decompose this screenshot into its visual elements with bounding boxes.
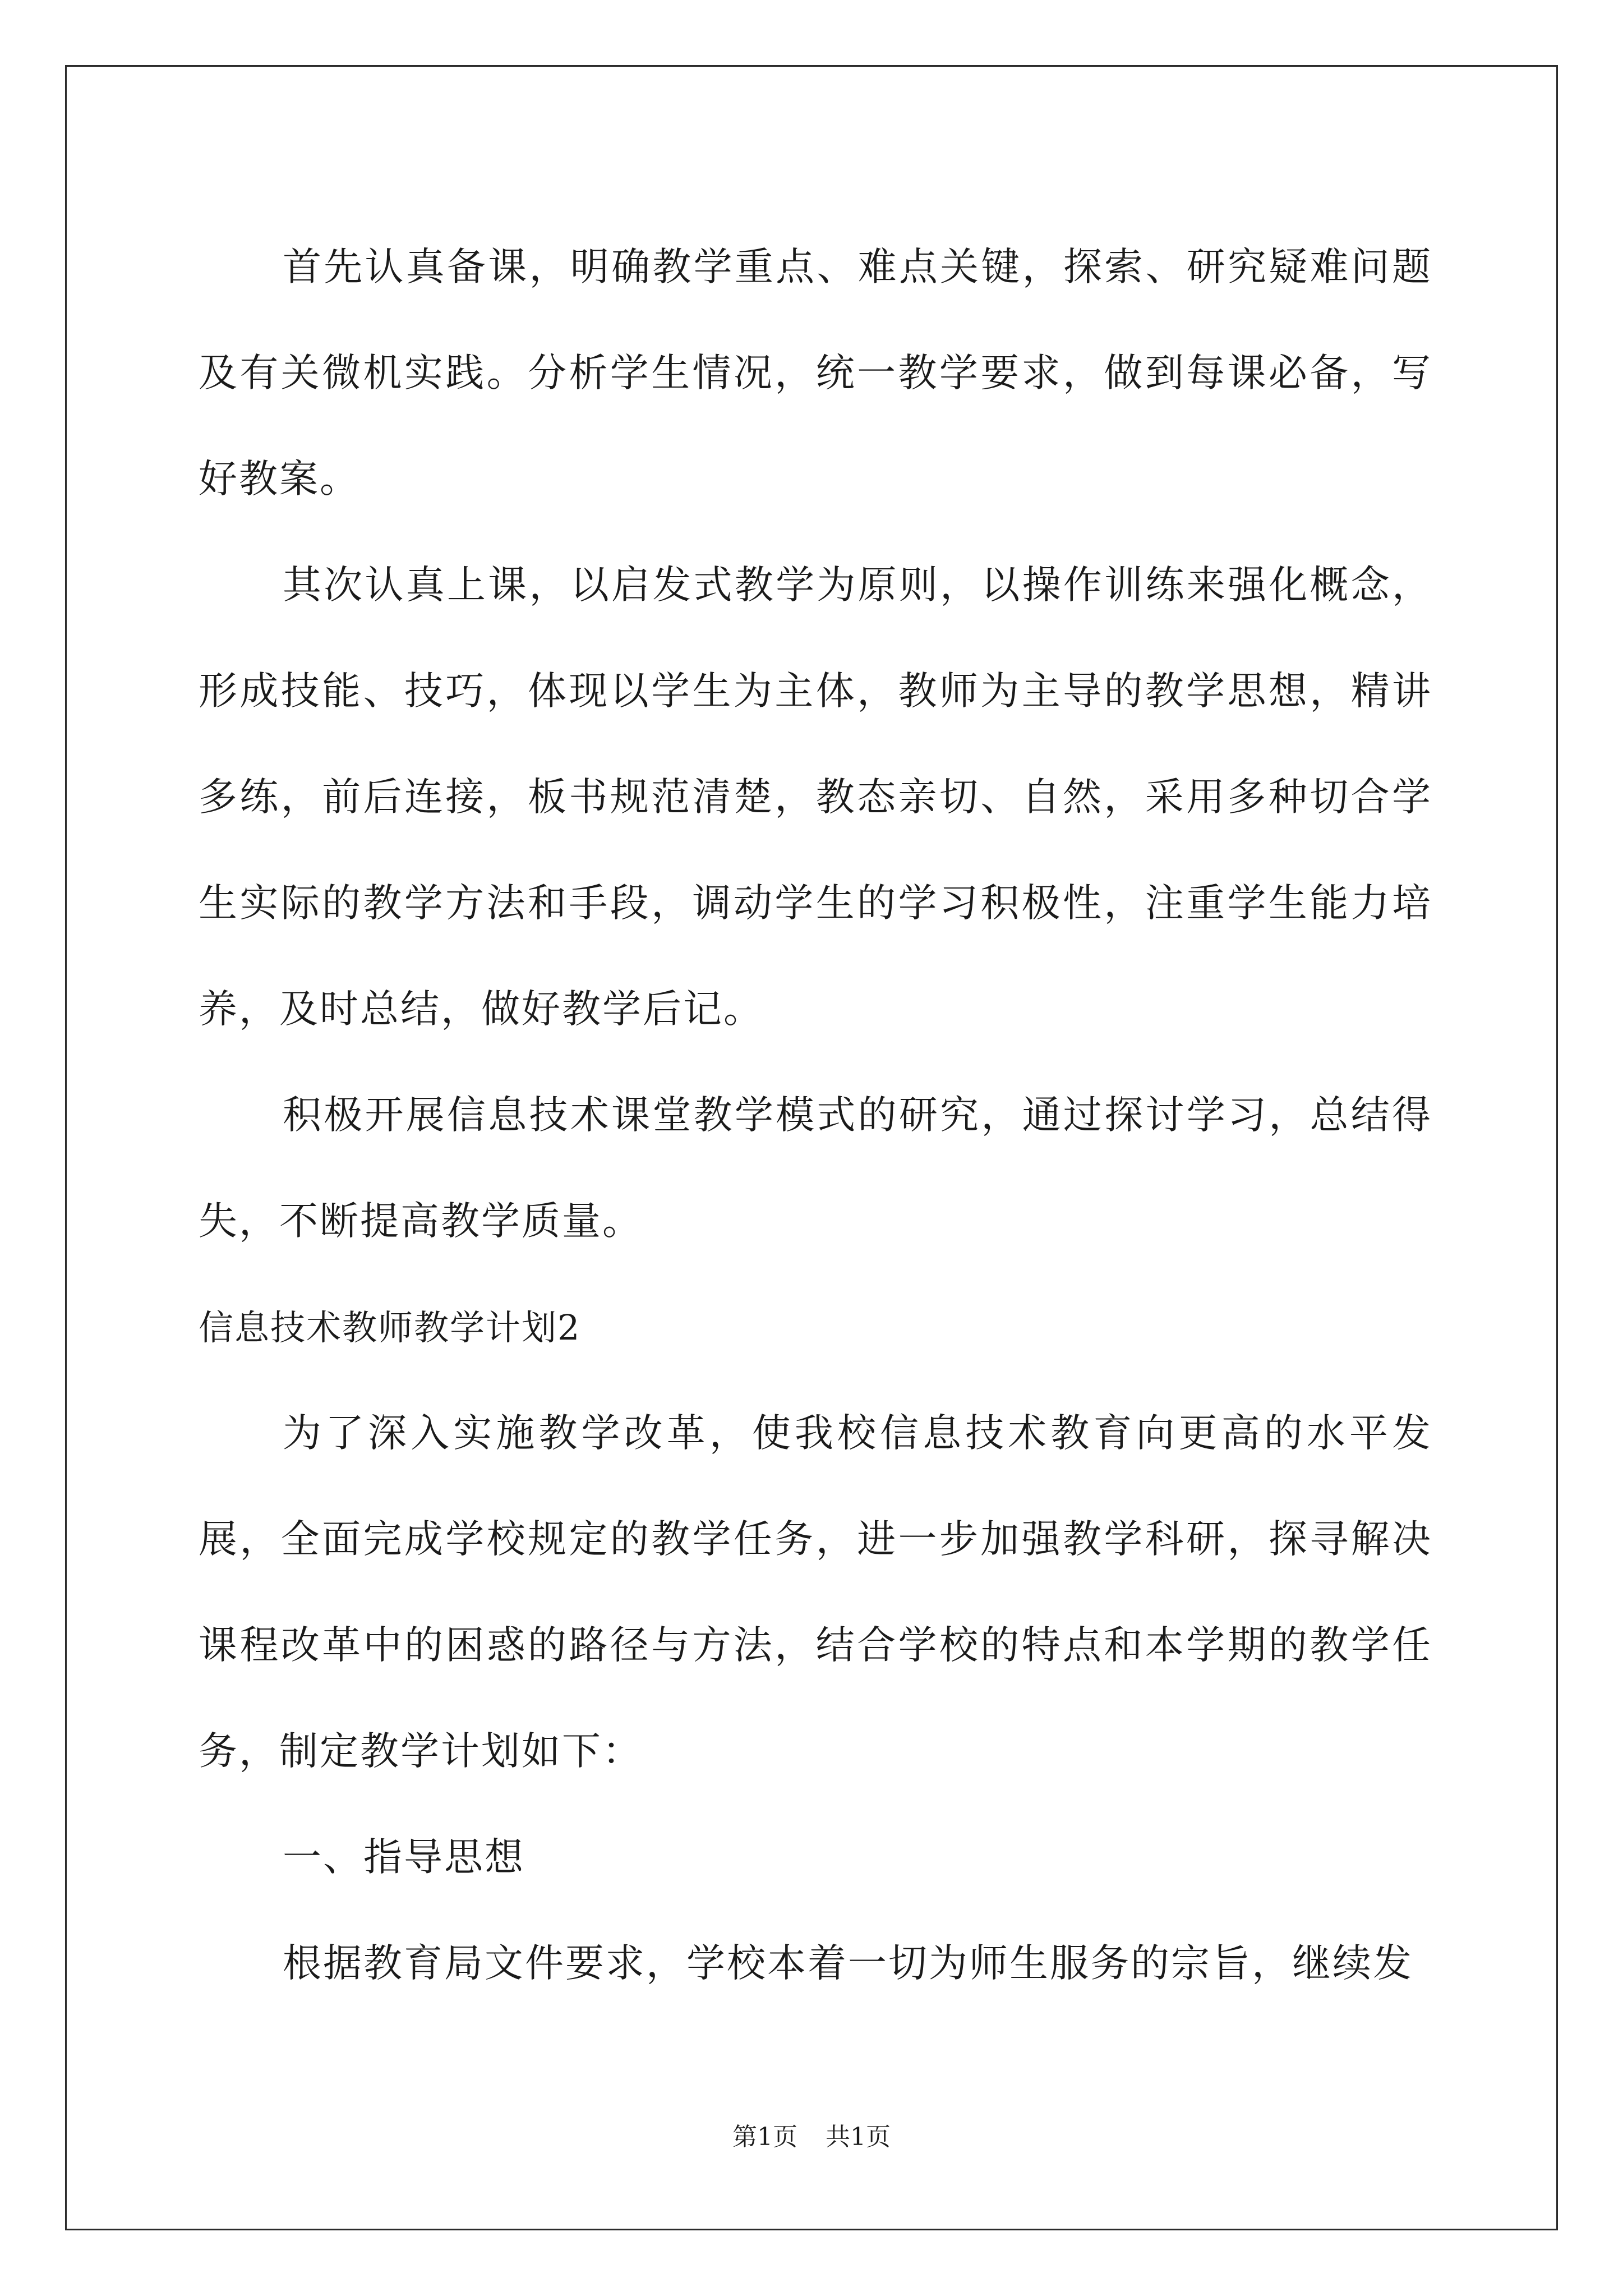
- section-heading: 信息技术教师教学计划2: [199, 1307, 581, 1348]
- paragraph-plan-intro: 为了深入实施教学改革，使我校信息技术教育向更高的水平发展，全面完成学校规定的教学任务，进一步加强教学科研，探寻解决课程改革中的困惑的路径与方法，结合学校的特点和本学期的教学任务，制定教学计划如下：: [199, 1411, 1432, 1774]
- page-footer: [0, 2120, 1623, 2154]
- paragraph-teaching-research: 积极开展信息技术课堂教学模式的研究，通过探讨学习，总结得失，不断提高教学质量。: [199, 1093, 1432, 1244]
- document-body: [199, 214, 1432, 2017]
- paragraph-lesson-preparation: 首先认真备课，明确教学重点、难点关键，探索、研究疑难问题及有关微机实践。分析学生情况，统一教学要求，做到每课必备，写好教案。: [199, 245, 1432, 501]
- paragraph-classroom-teaching: 其次认真上课，以启发式教学为原则，以操作训练来强化概念，形成技能、技巧，体现以学生为主体，教师为主导的教学思想，精讲多练，前后连接，板书规范清楚，教态亲切、自然，采用多种切合学生实际的教学方法和手段，调动学生的学习积极性，注重学生能力培养，及时总结，做好教学后记。: [199, 563, 1432, 1032]
- page-number-total: 共1页: [826, 2123, 891, 2151]
- paragraph-guiding-thought: 根据教育局文件要求，学校本着一切为师生服务的宗旨，继续发: [283, 1941, 1413, 1986]
- page-number-current: 第1页: [732, 2123, 797, 2151]
- subheading-guiding-thought: 一、指导思想: [283, 1835, 525, 1880]
